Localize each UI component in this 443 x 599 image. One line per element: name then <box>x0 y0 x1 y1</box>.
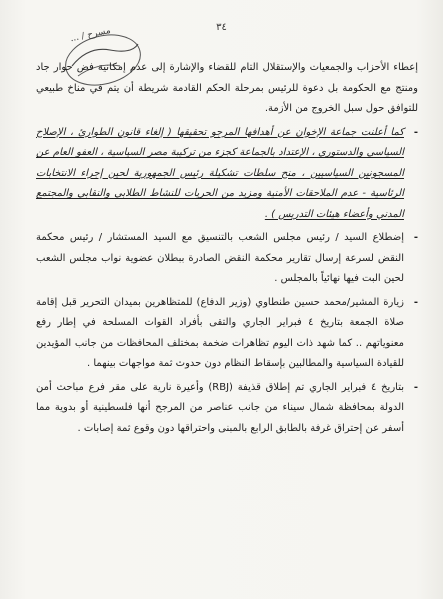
paragraph-2 <box>36 123 418 226</box>
bullet-dash-icon: - <box>413 126 418 138</box>
paragraph-5 <box>36 378 418 440</box>
paragraph-3-text: إضطلاع السيد / رئيس مجلس الشعب بالتنسيق مع السيد المستشار / رئيس محكمة النقض لسرعة إرسال تقارير محكمة النقض الصادرة ببطلان عضوية نواب مجلس الشعب لحين البت فيها نهائياً بالمجلس . <box>36 232 404 284</box>
page-number: ٣٤ <box>216 22 227 33</box>
paragraph-1 <box>36 58 418 120</box>
paragraph-4 <box>36 293 418 375</box>
paragraph-1-text: إعطاء الأحزاب والجمعيات والإستقلال التام للقضاء والإشارة إلى عدم إمكانية فض حوار جاد ومنتج مع الحكومة بل دعوة للرئيس بمرحلة الحكم القادمة شريطة أن يتم في مناخ طبيعي للتوافق حول سبل الخروج من الأزمة. <box>36 62 418 114</box>
paragraph-4-text: زيارة المشير/محمد حسين طنطاوي (وزير الدفاع) للمتظاهرين بميدان التحرير قبل إقامة صلاة الجمعة بتاريخ ٤ فبراير الجاري والتقى بأفراد القوات المسلحة في إطار رفع معنوياتهم .. كما شهد ذات اليوم تظاهرات ضخمة بمختلف المحافظات من جانب المؤيدين للقيادة السياسية والمطالبين بإسقاط النظام دون حدوث ثمة مواجهات بينهما . <box>36 296 404 369</box>
paragraph-5-text: بتاريخ ٤ فبراير الجاري تم إطلاق قذيفة (RBJ) وأعيرة نارية على مقر فرع مباحث أمن الدولة بمحافظة شمال سيناء من جانب عناصر من المرجح أنها فلسطينية أو بدوية مما أسفر عن إحتراق غرفة بالطابق الرابع بالمبنى واحتراقها دون وقوع ثمة إصابات . <box>36 381 404 434</box>
bullet-dash-icon: - <box>413 296 418 308</box>
paragraph-2-text: كما أعلنت جماعة الإخوان عن أهدافها المرجو تحقيقها ( إلغاء قانون الطوارئ ، الإصلاح السياسي والدستوري ، الإعتداد بالجماعة كجزء من تركيبة مصر السياسية ، العفو العام عن المسجونين السياسيين ، منح سلطات تشكيلة رئيس الجمهورية لحين إجراء الانتخابات الرئاسية - عدم الملاحقات الأمنية ومزيد من الحريات للنشاط الطلابي والنقابي والمجتمع المدني وأعضاء هيئات التدريس ) . <box>36 126 404 220</box>
bullet-dash-icon: - <box>413 232 418 243</box>
document-body <box>36 58 418 442</box>
stamp-note: مسرح / ... <box>69 25 112 45</box>
paragraph-3 <box>36 228 418 290</box>
bullet-dash-icon: - <box>413 381 418 393</box>
